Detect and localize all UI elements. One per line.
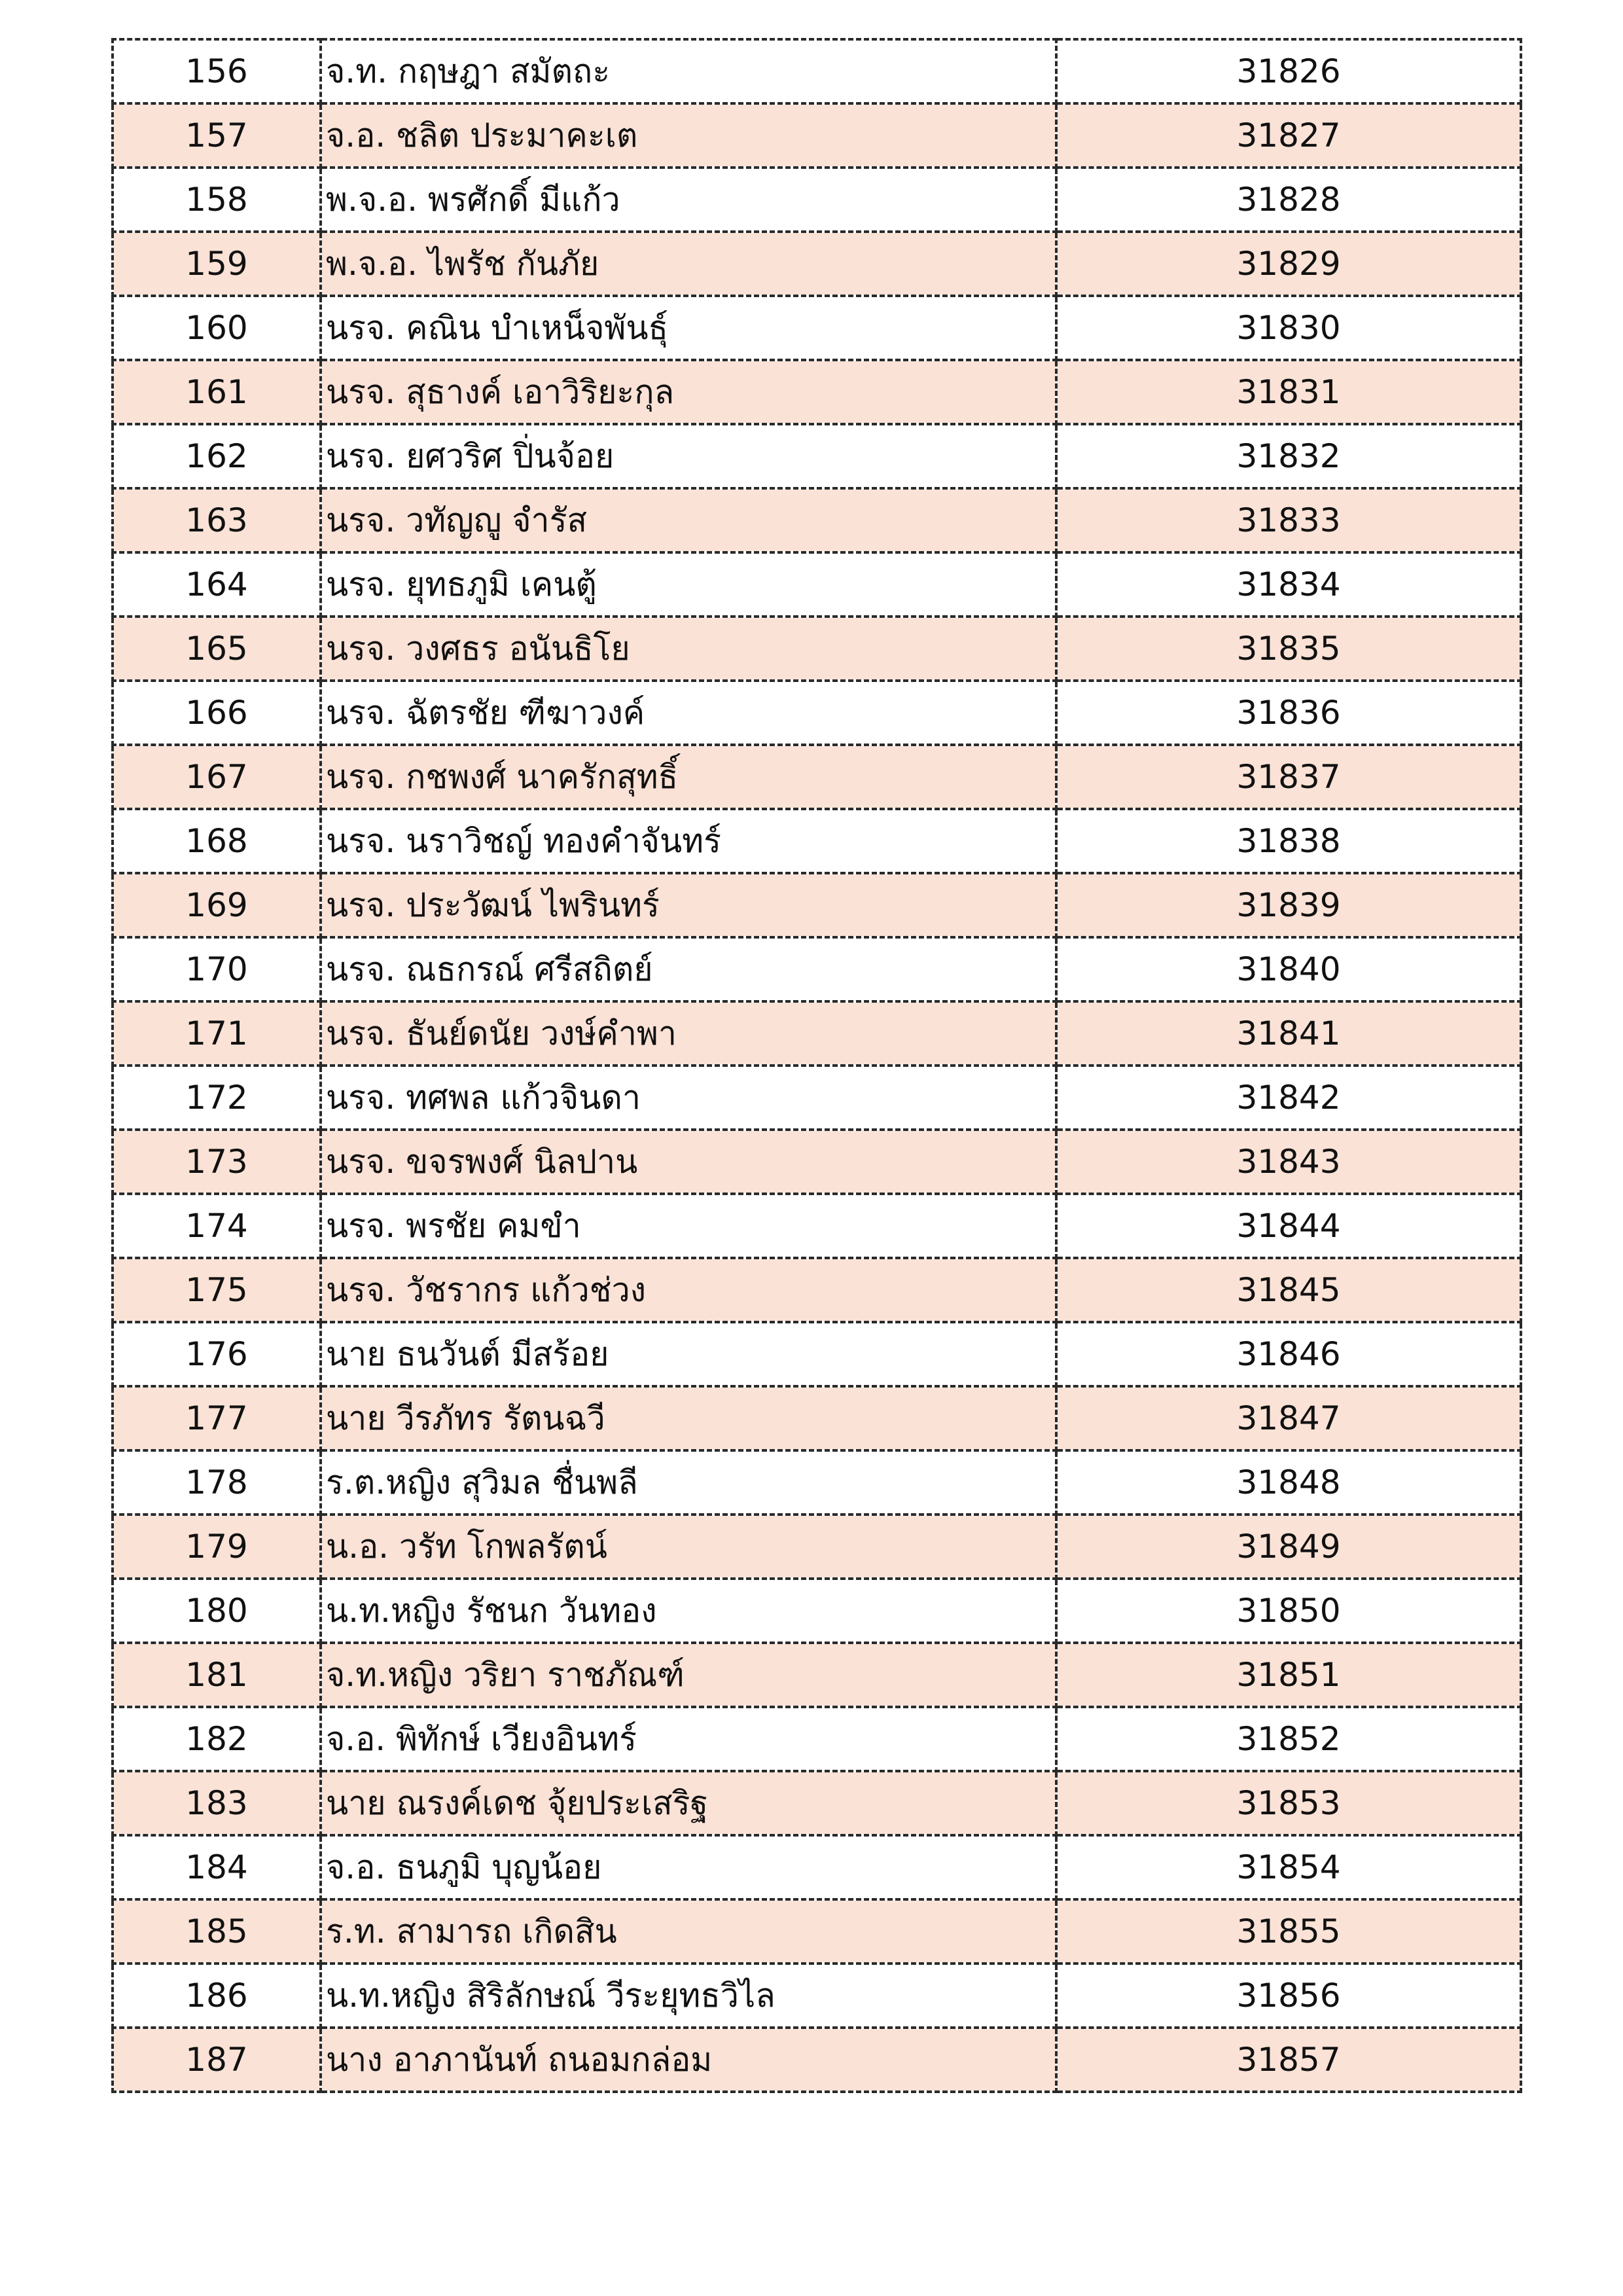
id-code-text: 31830 [1236,309,1341,347]
row-number-cell [113,1386,321,1450]
row-number-text: 174 [185,1207,248,1245]
table-row [113,296,1521,360]
person-name-cell [321,873,1056,937]
person-name-text: พ.จ.อ. พรศักดิ์ มีแก้ว [326,180,620,219]
person-name-text: จ.อ. พิทักษ์ เวียงอินทร์ [326,1719,637,1758]
person-name-text: น.ท.หญิง สิริลักษณ์ วีระยุทธวิไล [326,1976,776,2015]
row-number-cell [113,1322,321,1386]
person-name-text: นรจ. ขจรพงศ์ นิลปาน [326,1142,638,1181]
row-number-text: 158 [185,181,248,219]
id-code-cell [1056,1001,1521,1066]
person-name-text: นรจ. ประวัฒน์ ไพรินทร์ [326,886,660,924]
id-code-cell [1056,103,1521,168]
row-number-cell [113,937,321,1001]
row-number-cell [113,1258,321,1322]
person-name-text: จ.อ. ธนภูมิ บุญน้อย [326,1848,602,1886]
table-row [113,617,1521,681]
row-number-cell [113,168,321,232]
id-code-cell [1056,39,1521,103]
row-number-text: 167 [185,758,248,796]
table-row [113,1643,1521,1707]
person-name-text: นรจ. กชพงศ์ นาครักสุทธิ์ [326,757,679,796]
table-row [113,1258,1521,1322]
row-number-text: 183 [185,1784,248,1822]
row-number-cell [113,1579,321,1643]
id-code-text: 31838 [1236,822,1341,860]
id-code-cell [1056,2028,1521,2092]
id-code-text: 31854 [1236,1848,1341,1886]
id-code-text: 31832 [1236,437,1341,475]
person-name-text: นาย ณรงค์เดช จุ้ยประเสริฐ [326,1784,709,1822]
row-number-text: 163 [185,501,248,539]
person-name-cell [321,1194,1056,1258]
person-name-cell [321,1515,1056,1579]
row-number-text: 166 [185,694,248,732]
id-code-text: 31839 [1236,886,1341,924]
person-name-text: ร.ท. สามารถ เกิดสิน [326,1912,617,1950]
person-name-text: นรจ. คณิน บำเหน็จพันธุ์ [326,308,669,347]
row-number-cell [113,617,321,681]
row-number-text: 159 [185,245,248,283]
id-code-text: 31829 [1236,245,1341,283]
id-code-cell [1056,1835,1521,1899]
id-code-text: 31827 [1236,117,1341,154]
row-number-cell [113,873,321,937]
person-name-cell [321,1386,1056,1450]
row-number-cell [113,1643,321,1707]
row-number-text: 187 [185,2041,248,2079]
table-row [113,681,1521,745]
row-number-cell [113,1130,321,1194]
row-number-cell [113,39,321,103]
id-code-text: 31842 [1236,1079,1341,1117]
row-number-text: 161 [185,373,248,411]
id-code-cell [1056,296,1521,360]
person-name-cell [321,1771,1056,1835]
table-row [113,103,1521,168]
person-name-cell [321,617,1056,681]
row-number-cell [113,552,321,617]
table-row [113,809,1521,873]
id-code-text: 31831 [1236,373,1341,411]
person-name-text: นรจ. นราวิชญ์ ทองคำจันทร์ [326,821,721,860]
person-name-text: นรจ. วัชรากร แก้วช่วง [326,1270,647,1309]
id-code-text: 31856 [1236,1977,1341,2015]
id-code-cell [1056,1450,1521,1515]
table-row [113,873,1521,937]
row-number-cell [113,488,321,552]
roster-sheet [111,38,1520,2093]
row-number-cell [113,681,321,745]
id-code-text: 31853 [1236,1784,1341,1822]
person-name-cell [321,1707,1056,1771]
row-number-text: 160 [185,309,248,347]
id-code-cell [1056,809,1521,873]
row-number-cell [113,809,321,873]
row-number-cell [113,745,321,809]
person-name-cell [321,360,1056,424]
id-code-text: 31837 [1236,758,1341,796]
id-code-text: 31826 [1236,52,1341,90]
id-code-cell [1056,681,1521,745]
id-code-cell [1056,424,1521,488]
person-name-cell [321,1258,1056,1322]
row-number-cell [113,1194,321,1258]
person-name-cell [321,488,1056,552]
id-code-text: 31836 [1236,694,1341,732]
table-row [113,1194,1521,1258]
row-number-cell [113,296,321,360]
row-number-text: 186 [185,1977,248,2015]
row-number-text: 180 [185,1592,248,1630]
id-code-text: 31848 [1236,1463,1341,1501]
id-code-text: 31834 [1236,565,1341,603]
person-name-cell [321,745,1056,809]
id-code-cell [1056,1707,1521,1771]
row-number-cell [113,1707,321,1771]
id-code-text: 31843 [1236,1143,1341,1181]
row-number-text: 181 [185,1656,248,1694]
table-row [113,937,1521,1001]
table-row [113,1450,1521,1515]
id-code-cell [1056,1258,1521,1322]
table-row [113,1322,1521,1386]
row-number-cell [113,1066,321,1130]
table-row [113,1579,1521,1643]
person-name-text: นรจ. ยุทธภูมิ เคนตู้ [326,565,597,603]
id-code-text: 31847 [1236,1399,1341,1437]
person-name-text: นรจ. ยศวริศ ปิ่นจ้อย [326,437,615,475]
person-name-text: นาย วีรภัทร รัตนฉวี [326,1399,605,1437]
id-code-text: 31855 [1236,1912,1341,1950]
person-name-text: นรจ. พรชัย คมขำ [326,1206,581,1245]
row-number-cell [113,103,321,168]
id-code-text: 31828 [1236,181,1341,219]
id-code-cell [1056,232,1521,296]
person-name-cell [321,1579,1056,1643]
person-name-text: น.ท.หญิง รัชนก วันทอง [326,1591,657,1630]
table-row [113,745,1521,809]
person-name-text: นรจ. สุธางค์ เอาวิริยะกุล [326,372,675,411]
row-number-text: 179 [185,1528,248,1566]
person-name-cell [321,232,1056,296]
table-row [113,1386,1521,1450]
table-row [113,39,1521,103]
id-code-text: 31845 [1236,1271,1341,1309]
person-name-cell [321,1001,1056,1066]
row-number-text: 168 [185,822,248,860]
table-row [113,168,1521,232]
row-number-text: 182 [185,1720,248,1758]
row-number-cell [113,1771,321,1835]
person-name-cell [321,39,1056,103]
row-number-text: 172 [185,1079,248,1117]
row-number-cell [113,1899,321,1964]
person-name-cell [321,937,1056,1001]
person-name-cell [321,1835,1056,1899]
row-number-text: 170 [185,950,248,988]
person-name-cell [321,809,1056,873]
table-row [113,2028,1521,2092]
id-code-cell [1056,1322,1521,1386]
row-number-text: 178 [185,1463,248,1501]
person-name-text: นรจ. ทศพล แก้วจินดา [326,1078,641,1117]
table-row [113,232,1521,296]
person-name-text: นาง อาภานันท์ ถนอมกล่อม [326,2040,713,2079]
person-name-cell [321,424,1056,488]
table-row [113,360,1521,424]
row-number-text: 176 [185,1335,248,1373]
id-code-text: 31857 [1236,2041,1341,2079]
row-number-text: 177 [185,1399,248,1437]
person-name-text: นาย ธนวันต์ มีสร้อย [326,1335,609,1373]
id-code-text: 31835 [1236,630,1341,668]
id-code-text: 31852 [1236,1720,1341,1758]
id-code-cell [1056,617,1521,681]
row-number-text: 169 [185,886,248,924]
id-code-cell [1056,937,1521,1001]
table-row [113,1964,1521,2028]
table-row [113,1130,1521,1194]
person-name-text: นรจ. ธันย์ดนัย วงษ์คำพา [326,1014,677,1052]
id-code-text: 31844 [1236,1207,1341,1245]
row-number-cell [113,360,321,424]
table-row [113,1707,1521,1771]
row-number-cell [113,1835,321,1899]
row-number-text: 185 [185,1912,248,1950]
row-number-text: 175 [185,1271,248,1309]
table-row [113,1066,1521,1130]
id-code-cell [1056,552,1521,617]
id-code-cell [1056,1771,1521,1835]
roster-body [113,39,1521,2092]
table-row [113,424,1521,488]
person-name-cell [321,552,1056,617]
row-number-text: 156 [185,52,248,90]
row-number-cell [113,1450,321,1515]
table-row [113,1515,1521,1579]
person-name-text: พ.จ.อ. ไพรัช กันภัย [326,244,599,283]
person-name-cell [321,103,1056,168]
id-code-text: 31841 [1236,1014,1341,1052]
table-row [113,488,1521,552]
person-name-text: จ.อ. ชลิต ประมาคะเต [326,116,638,154]
row-number-text: 173 [185,1143,248,1181]
row-number-cell [113,1515,321,1579]
person-name-text: จ.ท. กฤษฎา สมัตถะ [326,52,611,90]
row-number-cell [113,232,321,296]
row-number-text: 171 [185,1014,248,1052]
id-code-cell [1056,1386,1521,1450]
id-code-cell [1056,488,1521,552]
id-code-cell [1056,168,1521,232]
table-row [113,1001,1521,1066]
person-name-cell [321,681,1056,745]
person-name-cell [321,1643,1056,1707]
row-number-text: 165 [185,630,248,668]
person-name-cell [321,1130,1056,1194]
id-code-cell [1056,1130,1521,1194]
person-name-text: นรจ. ฉัตรชัย ฑีฆาวงค์ [326,693,645,732]
person-name-cell [321,168,1056,232]
table-row [113,552,1521,617]
person-name-text: นรจ. ณธกรณ์ ศรีสถิตย์ [326,950,653,988]
id-code-cell [1056,1964,1521,2028]
id-code-cell [1056,1643,1521,1707]
person-name-text: น.อ. วรัท โกพลรัตน์ [326,1527,607,1566]
id-code-text: 31850 [1236,1592,1341,1630]
id-code-cell [1056,1515,1521,1579]
row-number-cell [113,2028,321,2092]
row-number-cell [113,424,321,488]
table-row [113,1899,1521,1964]
row-number-text: 162 [185,437,248,475]
person-name-cell [321,1066,1056,1130]
id-code-cell [1056,1066,1521,1130]
person-name-text: ร.ต.หญิง สุวิมล ชื่นพลี [326,1463,638,1501]
id-code-text: 31840 [1236,950,1341,988]
id-code-cell [1056,360,1521,424]
person-name-text: จ.ท.หญิง วริยา ราชภัณฑ์ [326,1655,685,1694]
row-number-text: 184 [185,1848,248,1886]
person-name-cell [321,2028,1056,2092]
row-number-cell [113,1964,321,2028]
row-number-text: 157 [185,117,248,154]
person-name-text: นรจ. วทัญญู จำรัส [326,501,587,539]
id-code-text: 31846 [1236,1335,1341,1373]
person-name-cell [321,1899,1056,1964]
id-code-cell [1056,1899,1521,1964]
person-name-cell [321,296,1056,360]
person-name-cell [321,1322,1056,1386]
id-code-cell [1056,745,1521,809]
id-code-text: 31851 [1236,1656,1341,1694]
table-row [113,1771,1521,1835]
id-code-cell [1056,1579,1521,1643]
person-name-text: นรจ. วงศธร อนันธิโย [326,629,630,668]
table-row [113,1835,1521,1899]
row-number-text: 164 [185,565,248,603]
roster-table [111,38,1522,2093]
id-code-text: 31849 [1236,1528,1341,1566]
person-name-cell [321,1964,1056,2028]
id-code-text: 31833 [1236,501,1341,539]
row-number-cell [113,1001,321,1066]
id-code-cell [1056,1194,1521,1258]
id-code-cell [1056,873,1521,937]
person-name-cell [321,1450,1056,1515]
